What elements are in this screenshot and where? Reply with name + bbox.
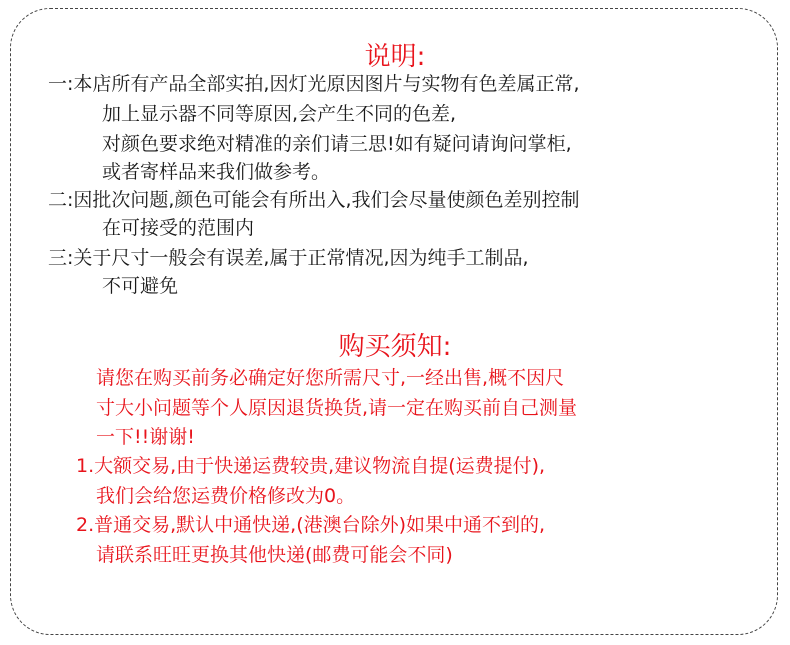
purchase-line-1: 请您在购买前务必确定好您所需尺寸,一经出售,概不因尺 (96, 367, 565, 389)
notice-line-2: 加上显示器不同等原因,会产生不同的色差, (102, 103, 457, 125)
purchase-line-2: 寸大小问题等个人原因退货换货,请一定在购买前自己测量 (96, 397, 578, 419)
notice-line-8: 不可避免 (102, 275, 179, 297)
notice-line-7: 三:关于尺寸一般会有误差,属于正常情况,因为纯手工制品, (48, 247, 529, 269)
purchase-line-6: 2.普通交易,默认中通快递,(港澳台除外)如果中通不到的, (76, 514, 546, 536)
purchase-line-5: 我们会给您运费价格修改为0。 (96, 485, 356, 507)
notice-line-4: 或者寄样品来我们做参考。 (102, 161, 331, 183)
notice-line-5: 二:因批次问题,颜色可能会有所出入,我们会尽量使颜色差别控制 (48, 189, 580, 211)
section-title-notice: 说明: (364, 42, 426, 72)
notice-line-1: 一:本店所有产品全部实拍,因灯光原因图片与实物有色差属正常, (48, 73, 580, 95)
purchase-line-7: 请联系旺旺更换其他快递(邮费可能会不同) (96, 544, 453, 566)
purchase-line-3: 一下!!谢谢! (96, 426, 195, 448)
section-title-purchase: 购买须知: (338, 332, 452, 362)
notice-line-6: 在可接受的范围内 (102, 217, 255, 239)
notice-line-3: 对颜色要求绝对精准的亲们请三思!如有疑问请询问掌柜, (102, 133, 572, 155)
purchase-line-4: 1.大额交易,由于快递运费较贵,建议物流自提(运费提付), (76, 455, 546, 477)
